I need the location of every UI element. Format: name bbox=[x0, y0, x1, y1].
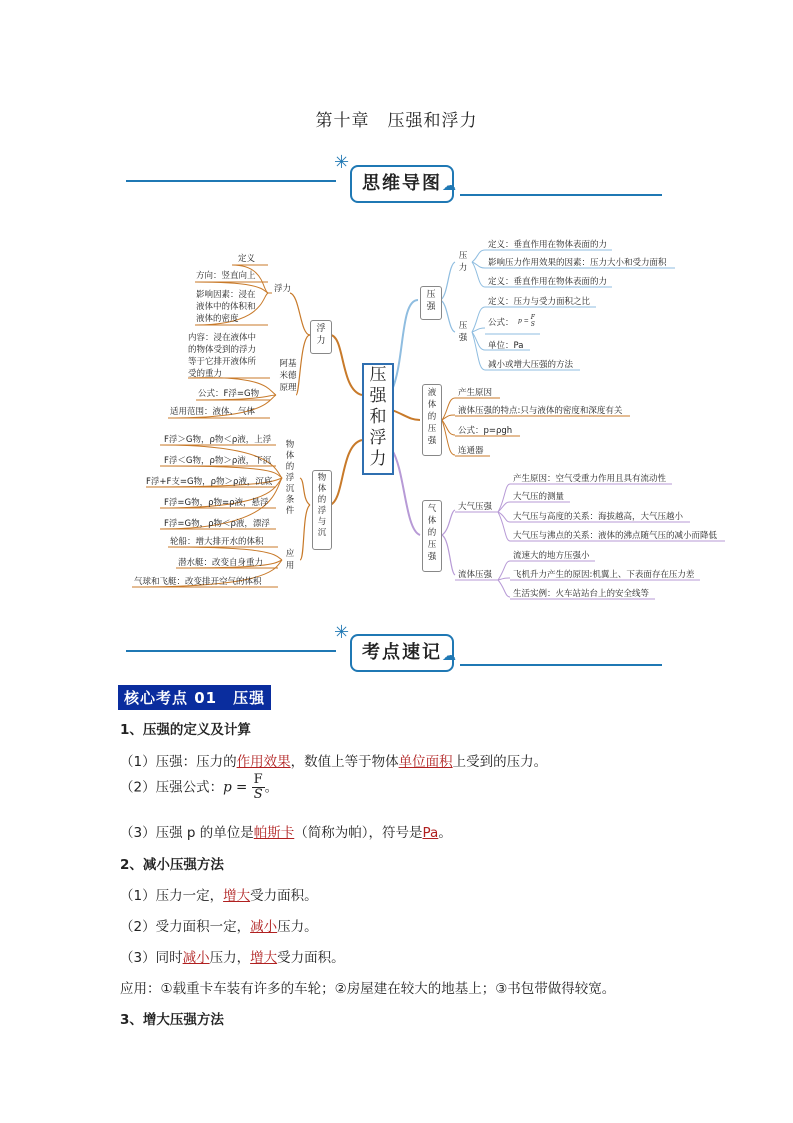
yq-item: 定义：压力与受力面积之比 bbox=[488, 297, 591, 307]
text: 受力面积。 bbox=[250, 888, 318, 904]
cond-item: F浮＜G物，ρ物＞ρ液，下沉 bbox=[164, 456, 272, 466]
atm-item: 大气压的测量 bbox=[513, 492, 565, 502]
node-yali: 压 力 bbox=[458, 251, 468, 273]
text: 上受到的压力。 bbox=[452, 754, 548, 770]
archi-range: 适用范围：液体、气体 bbox=[170, 407, 256, 417]
para-7: 应用：①载重卡车装有许多的车轮；②房屋建在较大的地基上；③书包带做得较宽。 bbox=[120, 981, 616, 997]
node-apply: 应 用 bbox=[285, 549, 295, 571]
answer: 减小 bbox=[250, 919, 278, 935]
sparkle-icon: ✳ bbox=[334, 622, 350, 643]
formula-lhs: p = bbox=[223, 779, 248, 796]
yq-item: 单位：Pa bbox=[488, 341, 524, 351]
core-point-badge: 核心考点 01 压强 bbox=[118, 685, 271, 710]
liquid-item: 公式：p=ρgh bbox=[458, 426, 513, 436]
answer: 增大 bbox=[250, 950, 278, 966]
fluid-item: 流速大的地方压强小 bbox=[513, 551, 590, 561]
fuli-dir: 方向：竖直向上 bbox=[196, 271, 256, 281]
yq-formula: p = F S bbox=[518, 314, 535, 328]
answer: 帕斯卡 bbox=[253, 825, 295, 841]
fluid-item: 飞机升力产生的原因:机翼上、下表面存在压力差 bbox=[513, 570, 695, 580]
answer: 减小 bbox=[182, 950, 210, 966]
page-title: 第十章 压强和浮力 bbox=[315, 111, 478, 131]
para-4 bbox=[120, 884, 318, 904]
answer: 作用效果 bbox=[236, 754, 291, 770]
text: （2）压强公式： bbox=[120, 779, 224, 796]
apply-item: 气球和飞艇：改变排开空气的体积 bbox=[134, 577, 262, 587]
node-fluid: 流体压强 bbox=[458, 570, 493, 580]
node-atm: 大气压强 bbox=[458, 502, 493, 512]
cond-item: F浮=G物，ρ物＜ρ液，漂浮 bbox=[164, 519, 270, 529]
text: （3）压强 p 的单位是 bbox=[120, 825, 254, 841]
heading-3: 3、增大压强方法 bbox=[120, 1012, 224, 1028]
cond-item: F浮=G物，ρ物=ρ液，悬浮 bbox=[164, 498, 269, 508]
answer: 增大 bbox=[223, 888, 251, 904]
para-2 bbox=[120, 773, 278, 802]
chef-hat-icon: ☁ bbox=[442, 178, 456, 194]
node-yaqiang: 压 强 bbox=[420, 286, 442, 320]
para-5 bbox=[120, 915, 318, 935]
answer: 单位面积 bbox=[398, 754, 453, 770]
section-mindmap-title: 思维导图 bbox=[350, 165, 454, 203]
section-divider bbox=[460, 664, 662, 666]
fuli-factor: 影响因素：浸在液体中的体积和液体的密度 bbox=[196, 290, 256, 324]
numerator: F bbox=[253, 772, 263, 787]
yali-item: 定义：垂直作用在物体表面的力 bbox=[488, 277, 608, 287]
text: （1）压强：压力的 bbox=[120, 754, 237, 770]
fluid-item: 生活实例：火车站站台上的安全线等 bbox=[513, 589, 650, 599]
node-liquid: 液 体 的 压 强 bbox=[422, 384, 442, 456]
text: 。 bbox=[438, 825, 452, 841]
archi-formula: 公式：F浮=G物 bbox=[198, 389, 260, 399]
heading-1: 1、压强的定义及计算 bbox=[120, 722, 251, 738]
text: 压力， bbox=[209, 950, 251, 966]
yq-item: 减小或增大压强的方法 bbox=[488, 360, 574, 370]
sparkle-icon: ✳ bbox=[334, 152, 350, 173]
para-1 bbox=[120, 750, 547, 770]
liquid-item: 液体压强的特点:只与液体的密度和深度有关 bbox=[458, 406, 623, 416]
node-fuli-sub: 浮力 bbox=[274, 284, 292, 294]
chef-hat-icon: ☁ bbox=[442, 648, 456, 664]
text: 。 bbox=[264, 779, 279, 796]
liquid-item: 连通器 bbox=[458, 446, 484, 456]
denominator: S bbox=[253, 787, 263, 802]
cond-item: F浮+F支=G物，ρ物＞ρ液，沉底 bbox=[146, 477, 273, 487]
text: 受力面积。 bbox=[277, 950, 345, 966]
section-divider bbox=[126, 650, 336, 652]
para-3 bbox=[120, 821, 452, 841]
text: （2）受力面积一定， bbox=[120, 919, 251, 935]
fuli-def: 定义 bbox=[238, 254, 256, 264]
apply-item: 轮船：增大排开水的体积 bbox=[170, 537, 264, 547]
heading-2: 2、减小压强方法 bbox=[120, 857, 224, 873]
atm-item: 大气压与高度的关系：海拔越高，大气压越小 bbox=[513, 512, 684, 522]
text: （1）压力一定， bbox=[120, 888, 224, 904]
node-fuli: 浮 力 bbox=[310, 320, 332, 354]
node-gas: 气 体 的 压 强 bbox=[422, 500, 442, 572]
liquid-item: 产生原因 bbox=[458, 388, 493, 398]
apply-item: 潜水艇：改变自身重力 bbox=[178, 558, 264, 568]
atm-item: 产生原因：空气受重力作用且具有流动性 bbox=[513, 474, 667, 484]
section-points-title: 考点速记 bbox=[350, 634, 454, 672]
text: ，数值上等于物体 bbox=[290, 754, 399, 770]
text: （简称为帕），符号是 bbox=[294, 825, 423, 841]
text: （3）同时 bbox=[120, 950, 183, 966]
archi-content: 内容：浸在液体中的物体受到的浮力等于它排开液体所受的重力 bbox=[188, 333, 257, 379]
yq-item: 公式： bbox=[488, 318, 514, 328]
atm-item: 大气压与沸点的关系：液体的沸点随气压的减小而降低 bbox=[513, 531, 718, 541]
para-6 bbox=[120, 946, 345, 966]
node-condition: 物 体 的 浮 沉 条 件 bbox=[285, 440, 295, 516]
fraction bbox=[252, 773, 265, 802]
cond-item: F浮＞G物，ρ物＜ρ液，上浮 bbox=[164, 435, 272, 445]
yali-item: 影响压力作用效果的因素：压力大小和受力面积 bbox=[488, 258, 667, 268]
node-yq: 压 强 bbox=[458, 321, 468, 343]
text: 压力。 bbox=[277, 919, 318, 935]
mindmap-center: 压 强 和 浮 力 bbox=[362, 363, 394, 475]
node-archi: 阿基米德原理 bbox=[279, 359, 297, 393]
yali-item: 定义：垂直作用在物体表面的力 bbox=[488, 240, 608, 250]
answer: Pa bbox=[422, 825, 439, 841]
node-float-sink: 物 体 的 浮 与 沉 bbox=[312, 470, 332, 550]
